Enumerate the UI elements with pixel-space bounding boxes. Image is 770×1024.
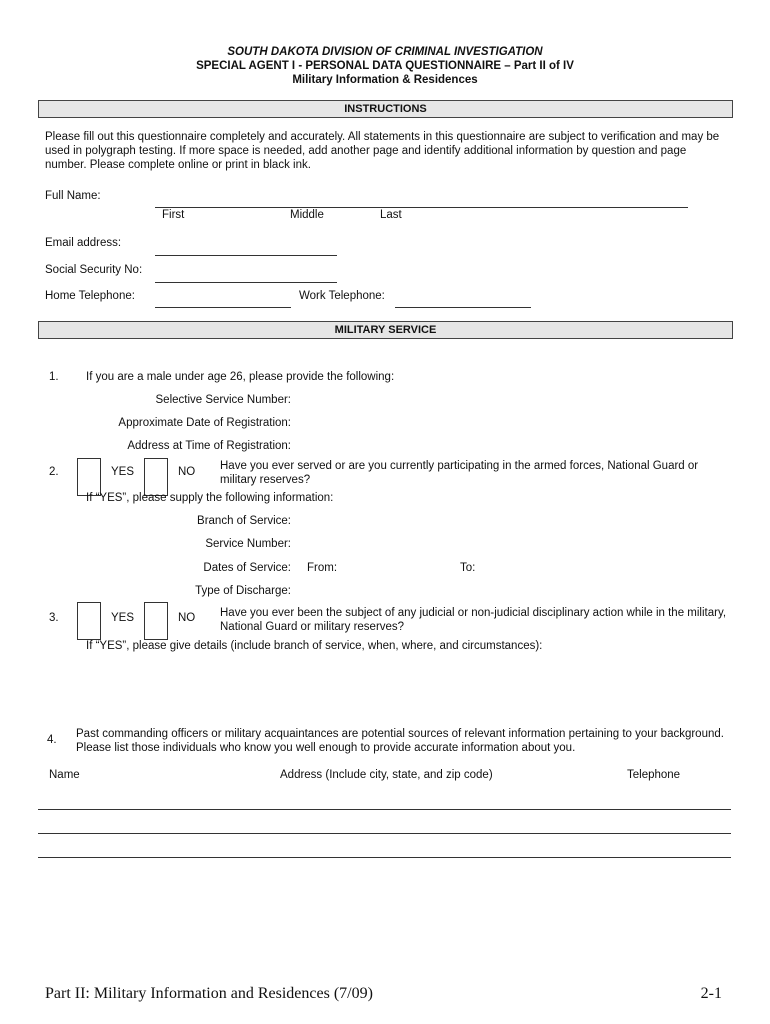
discharge-type-label: Type of Discharge: xyxy=(195,585,291,597)
branch-of-service-label: Branch of Service: xyxy=(197,515,291,527)
q2-text: Have you ever served or are you currently participating in the armed forces, National Guard or military reserves? xyxy=(220,460,699,486)
ssn-field[interactable] xyxy=(155,282,337,283)
agency-title: SOUTH DAKOTA DIVISION OF CRIMINAL INVESTIGATION xyxy=(227,46,543,58)
q4-text: Past commanding officers or military acquaintances are potential sources of relevant information pertaining to your background. Please list those individuals who know you well enough to provide accurate information about you. xyxy=(76,728,724,754)
dates-of-service-label: Dates of Service: xyxy=(203,562,291,574)
q3-no-checkbox[interactable] xyxy=(144,602,168,640)
footer-page-number: 2-1 xyxy=(700,985,722,1002)
q4-number: 4. xyxy=(47,734,57,746)
q4-entry-line[interactable] xyxy=(38,809,731,810)
service-number-label: Service Number: xyxy=(205,538,291,550)
q3-no-label: NO xyxy=(178,612,196,624)
service-from-label: From: xyxy=(307,562,338,574)
q2-yes-checkbox[interactable] xyxy=(77,458,101,496)
last-name-label: Last xyxy=(380,209,402,221)
middle-name-label: Middle xyxy=(290,209,324,221)
form-title: SPECIAL AGENT I - PERSONAL DATA QUESTIONNAIRE – Part II of IV xyxy=(196,60,574,72)
q4-col-telephone: Telephone xyxy=(627,769,681,781)
q4-entry-line[interactable] xyxy=(38,833,731,834)
q4-col-address: Address (Include city, state, and zip code) xyxy=(280,769,493,781)
first-name-label: First xyxy=(162,209,185,221)
q3-number: 3. xyxy=(49,612,59,624)
q2-yes-label: YES xyxy=(111,466,135,478)
military-service-heading: MILITARY SERVICE xyxy=(38,321,733,339)
selective-service-label: Selective Service Number: xyxy=(155,394,291,406)
q1-text: If you are a male under age 26, please provide the following: xyxy=(86,371,395,383)
service-to-label: To: xyxy=(460,562,476,574)
q3-yes-label: YES xyxy=(111,612,135,624)
instructions-heading: INSTRUCTIONS xyxy=(38,100,733,118)
q2-followup: If “YES”, please supply the following information: xyxy=(86,492,334,504)
full-name-label: Full Name: xyxy=(45,190,101,202)
q1-number: 1. xyxy=(49,371,59,383)
work-phone-field[interactable] xyxy=(395,307,531,308)
q2-number: 2. xyxy=(49,466,59,478)
q2-no-checkbox[interactable] xyxy=(144,458,168,496)
q4-entry-line[interactable] xyxy=(38,857,731,858)
instructions-text: Please fill out this questionnaire completely and accurately. All statements in this questionnaire are subject to verification and may be used in polygraph testing. If more space is needed, add another page and identify additional information by question and page number. Please complete online or print in black ink. xyxy=(45,131,720,171)
full-name-field[interactable] xyxy=(155,207,688,208)
q3-followup: If “YES”, please give details (include branch of service, when, where, and circumstances): xyxy=(86,640,543,652)
ssn-label: Social Security No: xyxy=(45,264,143,276)
registration-address-label: Address at Time of Registration: xyxy=(127,440,291,452)
q2-no-label: NO xyxy=(178,466,196,478)
work-phone-label: Work Telephone: xyxy=(299,290,385,302)
home-phone-label: Home Telephone: xyxy=(45,290,135,302)
form-subtitle: Military Information & Residences xyxy=(292,74,478,86)
footer-section-title: Part II: Military Information and Residences (7/09) xyxy=(45,985,373,1002)
email-field[interactable] xyxy=(155,255,337,256)
registration-date-label: Approximate Date of Registration: xyxy=(118,417,291,429)
q3-yes-checkbox[interactable] xyxy=(77,602,101,640)
email-label: Email address: xyxy=(45,237,122,249)
home-phone-field[interactable] xyxy=(155,307,291,308)
q4-col-name: Name xyxy=(49,769,80,781)
q3-text: Have you ever been the subject of any judicial or non-judicial disciplinary action while in the military, National Guard or military reserves? xyxy=(220,607,727,633)
